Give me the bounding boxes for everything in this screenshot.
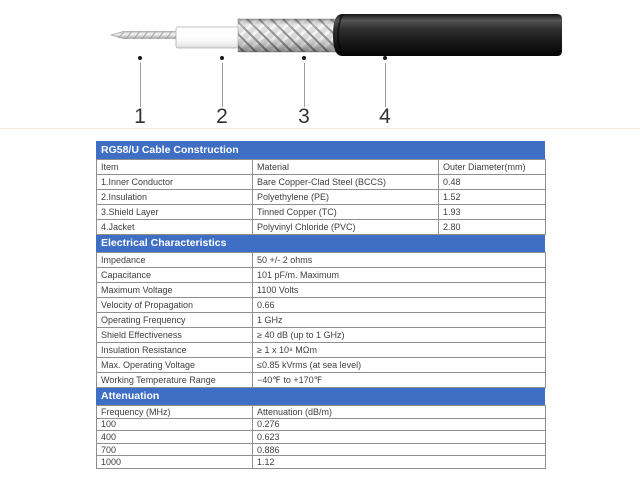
cable-illustration [108, 12, 564, 58]
table-header-row [97, 406, 546, 419]
diameter-cell: 2.80 [439, 220, 546, 235]
diameter-cell: 1.52 [439, 190, 546, 205]
table-header-row [97, 160, 546, 175]
material-cell: Bare Copper-Clad Steel (BCCS) [253, 175, 439, 190]
table-row [97, 205, 546, 220]
electrical-section-header: Electrical Characteristics [96, 235, 545, 252]
figure-divider-line [0, 128, 640, 129]
callout-leader-line [222, 63, 223, 107]
callout-number: 4 [379, 105, 391, 128]
attenuation-section-header: Attenuation [96, 388, 545, 405]
table-row [97, 313, 546, 328]
attenuation-cell: 0.886 [253, 443, 546, 456]
callout-dot [220, 56, 224, 60]
property-cell: Insulation Resistance [97, 343, 253, 358]
callout-number: 3 [298, 105, 310, 128]
item-cell: 1.Inner Conductor [97, 175, 253, 190]
construction-table [96, 159, 546, 235]
material-cell: Polyvinyl Chloride (PVC) [253, 220, 439, 235]
value-cell: 50 +/- 2 ohms [253, 253, 546, 268]
value-cell: 0.66 [253, 298, 546, 313]
table-row [97, 343, 546, 358]
property-cell: Shield Effectiveness [97, 328, 253, 343]
table-row [97, 431, 546, 444]
frequency-cell: 700 [97, 443, 253, 456]
table-row [97, 443, 546, 456]
table-row [97, 298, 546, 313]
callout-dot [302, 56, 306, 60]
property-cell: Working Temperature Range [97, 373, 253, 388]
value-cell: −40℉ to +170℉ [253, 373, 546, 388]
callout-leader-line [385, 63, 386, 107]
property-cell: Velocity of Propagation [97, 298, 253, 313]
insulation-graphic [176, 27, 242, 48]
attenuation-table [96, 405, 546, 469]
table-row [97, 220, 546, 235]
material-cell: Tinned Copper (TC) [253, 205, 439, 220]
property-cell: Capacitance [97, 268, 253, 283]
spec-tables [96, 141, 545, 469]
column-header: Frequency (MHz) [97, 406, 253, 419]
attenuation-cell: 0.623 [253, 431, 546, 444]
shield-braid-graphic [238, 19, 337, 52]
jacket-graphic [333, 14, 562, 56]
callout-dot [383, 56, 387, 60]
value-cell: ≥ 1 x 10⁸ MΩm [253, 343, 546, 358]
property-cell: Maximum Voltage [97, 283, 253, 298]
table-row [97, 456, 546, 469]
property-cell: Impedance [97, 253, 253, 268]
table-row [97, 175, 546, 190]
diameter-cell: 1.93 [439, 205, 546, 220]
material-cell: Polyethylene (PE) [253, 190, 439, 205]
property-cell: Operating Frequency [97, 313, 253, 328]
attenuation-cell: 0.276 [253, 418, 546, 431]
property-cell: Max. Operating Voltage [97, 358, 253, 373]
table-row [97, 358, 546, 373]
table-row [97, 283, 546, 298]
diameter-cell: 0.48 [439, 175, 546, 190]
column-header: Outer Diameter(mm) [439, 160, 546, 175]
item-cell: 4.Jacket [97, 220, 253, 235]
value-cell: 1 GHz [253, 313, 546, 328]
value-cell: 101 pF/m. Maximum [253, 268, 546, 283]
callout-leader-line [304, 63, 305, 107]
frequency-cell: 100 [97, 418, 253, 431]
table-row [97, 190, 546, 205]
column-header: Attenuation (dB/m) [253, 406, 546, 419]
value-cell: ≤0.85 kVrms (at sea level) [253, 358, 546, 373]
table-row [97, 373, 546, 388]
table-row [97, 328, 546, 343]
frequency-cell: 1000 [97, 456, 253, 469]
value-cell: ≥ 40 dB (up to 1 GHz) [253, 328, 546, 343]
callout-number: 2 [216, 105, 228, 128]
table-row [97, 418, 546, 431]
electrical-table [96, 252, 546, 388]
construction-section-header: RG58/U Cable Construction [96, 141, 545, 159]
item-cell: 2.Insulation [97, 190, 253, 205]
table-row [97, 268, 546, 283]
callout-number: 1 [134, 105, 146, 128]
inner-conductor-graphic [111, 31, 181, 39]
attenuation-cell: 1.12 [253, 456, 546, 469]
callout-dot [138, 56, 142, 60]
column-header: Material [253, 160, 439, 175]
callout-leader-line [140, 63, 141, 107]
table-row [97, 253, 546, 268]
value-cell: 1100 Volts [253, 283, 546, 298]
frequency-cell: 400 [97, 431, 253, 444]
item-cell: 3.Shield Layer [97, 205, 253, 220]
column-header: Item [97, 160, 253, 175]
